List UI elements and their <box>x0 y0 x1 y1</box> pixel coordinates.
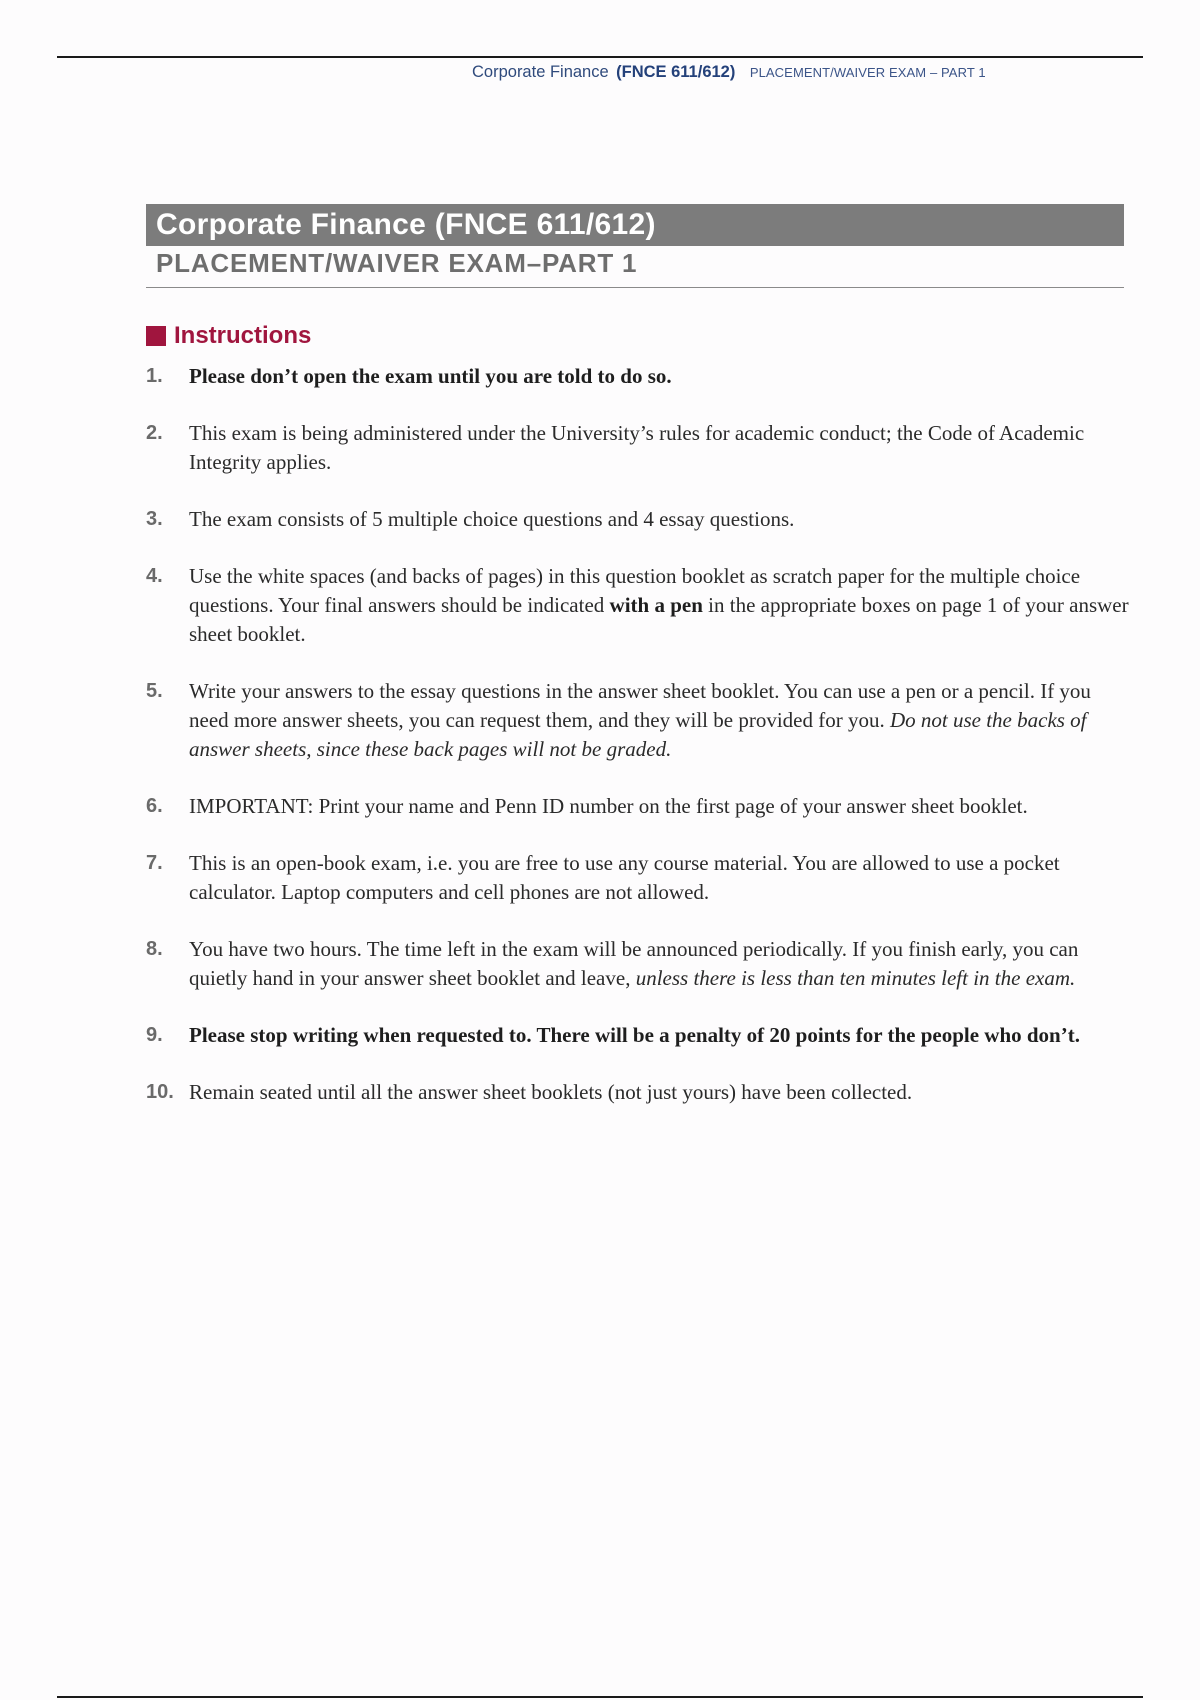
square-bullet-icon <box>146 326 166 346</box>
instructions-heading <box>146 322 311 350</box>
running-header <box>472 63 1092 82</box>
instruction-number: 2. <box>146 422 163 444</box>
document-subtitle: PLACEMENT/WAIVER EXAM–PART 1 <box>156 248 638 278</box>
instruction-text: You have two hours. The time left in the exam will be announced periodically. If you finish early, you can quietly hand in your answer sheet booklet and leave, unless there is less than ten minutes left in the exam. <box>189 937 1079 990</box>
instruction-item <box>146 1078 1131 1107</box>
instruction-text: The exam consists of 5 multiple choice questions and 4 essay questions. <box>189 507 795 531</box>
title-rule <box>146 287 1124 288</box>
instruction-item <box>146 362 1131 391</box>
instruction-number: 5. <box>146 680 163 702</box>
instruction-number: 1. <box>146 365 163 387</box>
instruction-item <box>146 849 1131 907</box>
instruction-text: Write your answers to the essay questions in the answer sheet booklet. You can use a pen or a pencil. If you need more answer sheets, you can request them, and they will be provided for you. Do not use the backs of answer sheets, since these back pages will not be graded. <box>189 679 1091 761</box>
instruction-text: Please stop writing when requested to. There will be a penalty of 20 points for the people who don’t. <box>189 1023 1080 1047</box>
instruction-item <box>146 1021 1131 1050</box>
header-rule <box>57 56 1143 58</box>
instruction-text: Remain seated until all the answer sheet booklets (not just yours) have been collected. <box>189 1080 913 1104</box>
instruction-number: 3. <box>146 508 163 530</box>
instruction-number: 4. <box>146 565 163 587</box>
instructions-list <box>146 362 1131 1135</box>
instructions-heading-label: Instructions <box>174 322 312 349</box>
instruction-number: 7. <box>146 852 163 874</box>
instruction-item <box>146 792 1131 821</box>
instruction-number: 9. <box>146 1024 163 1046</box>
instruction-item <box>146 419 1131 477</box>
instruction-text: IMPORTANT: Print your name and Penn ID number on the first page of your answer sheet booklet. <box>189 794 1028 818</box>
instruction-text: This exam is being administered under the University’s rules for academic conduct; the Code of Academic Integrity applies. <box>189 421 1085 474</box>
running-header-code: (FNCE 611/612) <box>616 63 736 81</box>
instruction-item <box>146 935 1131 993</box>
instruction-text: Use the white spaces (and backs of pages) in this question booklet as scratch paper for the multiple choice questions. Your final answers should be indicated with a pen in the appropriate boxes on page 1 of your answer sheet booklet. <box>189 564 1129 646</box>
instruction-text: This is an open-book exam, i.e. you are free to use any course material. You are allowed to use a pocket calculator. Laptop computers and cell phones are not allowed. <box>189 851 1060 904</box>
instruction-number: 8. <box>146 938 163 960</box>
instruction-number: 6. <box>146 795 163 817</box>
instruction-text: Please don’t open the exam until you are told to do so. <box>189 364 672 388</box>
footer-rule <box>57 1696 1143 1698</box>
running-header-exam: PLACEMENT/WAIVER EXAM – PART 1 <box>749 65 986 80</box>
instruction-item <box>146 677 1131 764</box>
instruction-item <box>146 562 1131 649</box>
document-title: Corporate Finance (FNCE 611/612) <box>146 204 1124 246</box>
running-header-course: Corporate Finance <box>472 63 609 81</box>
instruction-item <box>146 505 1131 534</box>
instruction-number: 10. <box>146 1081 174 1103</box>
